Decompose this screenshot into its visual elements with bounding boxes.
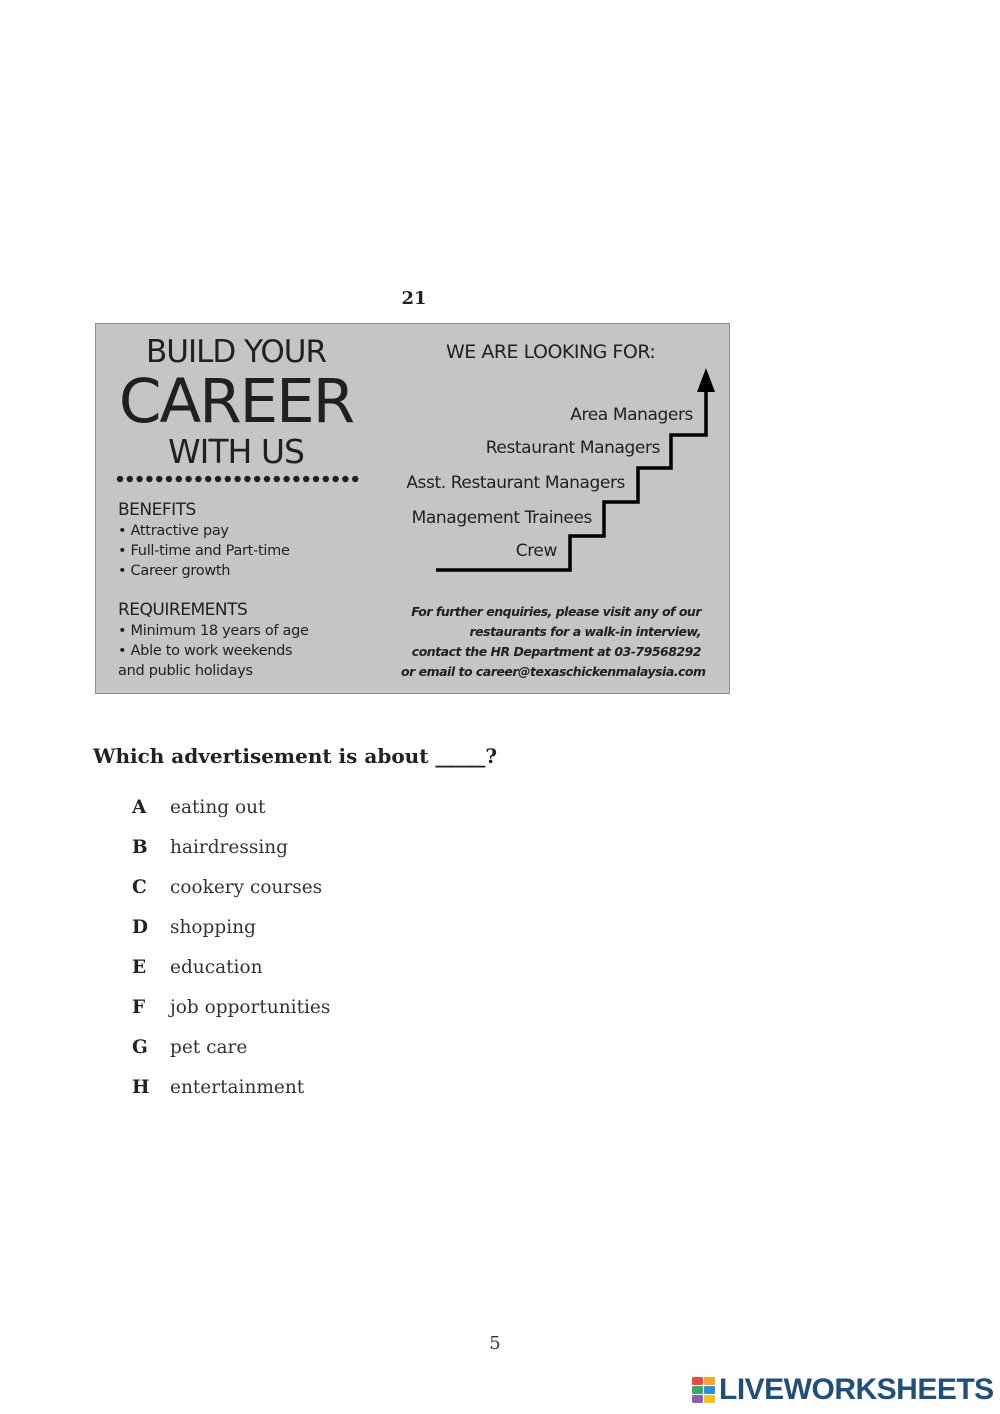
benefit-item: • Career growth [118,563,231,579]
ad-headline-career: CAREER [118,366,354,437]
requirement-item: • Able to work weekends and public holidays [118,643,293,679]
contact-line: or email to career@texaschickenmalaysia.com [401,664,706,679]
option-text: job opportunities [170,997,331,1018]
contact-line: For further enquiries, please visit any of our [411,604,701,619]
question-number: 21 [401,288,427,309]
position-restaurant-managers: Restaurant Managers [485,438,660,458]
requirement-item: • Minimum 18 years of age [118,623,309,639]
option-g[interactable] [132,1035,330,1075]
career-advertisement [95,323,730,694]
option-letter: B [132,837,148,858]
option-letter: A [132,797,147,818]
option-c[interactable] [132,875,330,915]
ad-headline-with-us: WITH US [168,432,304,471]
liveworksheets-brand[interactable] [692,1374,994,1406]
option-text: shopping [170,917,256,938]
position-asst-restaurant-managers: Asst. Restaurant Managers [406,473,625,493]
option-a[interactable] [132,795,330,835]
requirements-heading: REQUIREMENTS [118,600,248,620]
option-text: education [170,957,263,978]
looking-for-heading: WE ARE LOOKING FOR: [446,341,656,363]
benefit-item: • Full-time and Part-time [118,543,290,559]
option-text: pet care [170,1037,248,1058]
option-letter: D [132,917,149,938]
question-prompt: Which advertisement is about _____? [93,744,498,768]
liveworksheets-logo-icon [692,1377,716,1403]
option-text: entertainment [170,1077,305,1098]
answer-options [132,795,330,1115]
option-text: cookery courses [170,877,323,898]
option-letter: G [132,1037,148,1058]
contact-line: restaurants for a walk-in interview, [469,624,701,639]
option-letter: E [132,957,147,978]
option-letter: H [132,1077,150,1098]
option-h[interactable] [132,1075,330,1115]
option-letter: F [132,997,146,1018]
option-b[interactable] [132,835,330,875]
position-area-managers: Area Managers [570,405,693,425]
brand-name: LIVEWORKSHEETS [719,1373,994,1406]
option-e[interactable] [132,955,330,995]
page-number: 5 [489,1333,501,1354]
option-d[interactable] [132,915,330,955]
option-text: hairdressing [170,837,289,858]
ad-headline-build-your: BUILD YOUR [146,334,326,370]
benefits-heading: BENEFITS [118,500,196,520]
option-text: eating out [170,797,266,818]
contact-line: contact the HR Department at 03-79568292 [411,644,701,659]
contact-info [401,602,706,682]
option-letter: C [132,877,147,898]
position-management-trainees: Management Trainees [411,508,592,528]
option-f[interactable] [132,995,330,1035]
benefit-item: • Attractive pay [118,523,229,539]
position-crew: Crew [515,541,557,561]
